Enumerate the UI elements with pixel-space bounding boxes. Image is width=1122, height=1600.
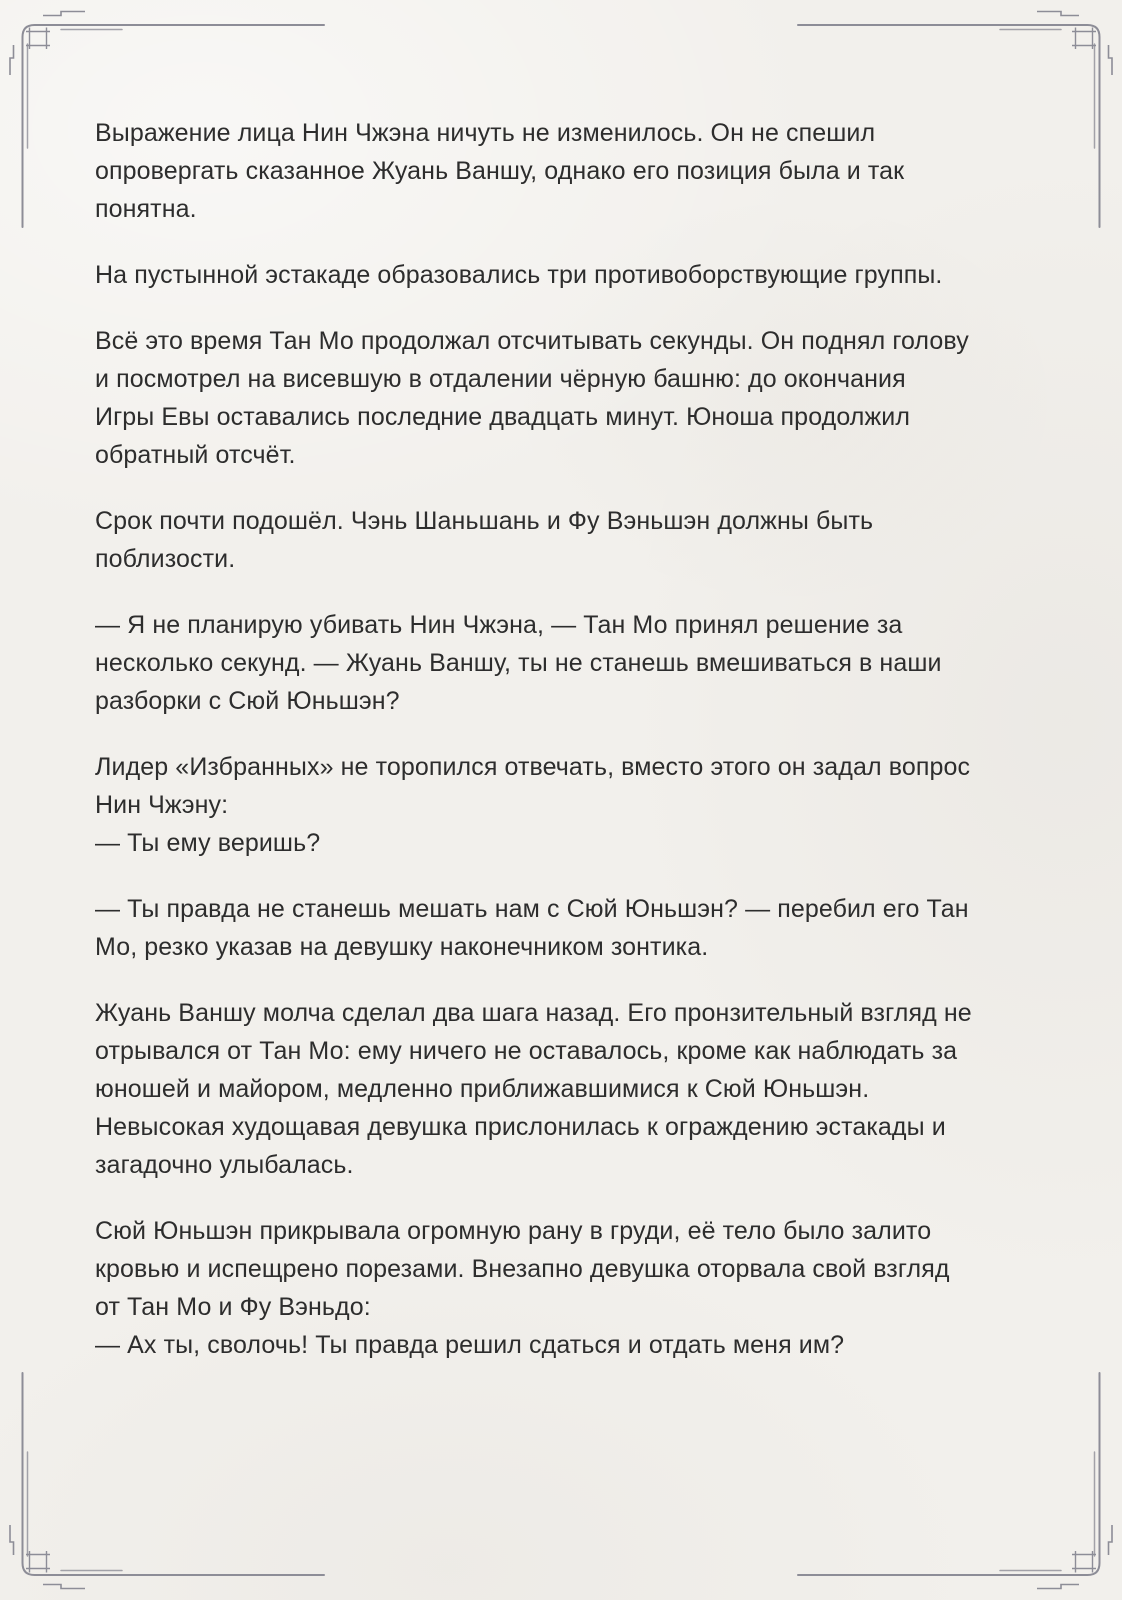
paragraph-9 [95,1212,1035,1364]
text-line: юношей и майором, медленно приближавшимися к Сюй Юньшэн. [95,1075,870,1103]
paragraph-6 [95,748,1035,862]
text-line: — Ты ему веришь? [95,829,321,857]
paragraph-2 [95,256,1035,294]
text-line: Жуань Ваншу молча сделал два шага назад. Его пронзительный взгляд не [95,999,972,1027]
text-line: Срок почти подошёл. Чэнь Шаньшань и Фу Вэньшэн должны быть [95,507,874,535]
text-line: от Тан Мо и Фу Вэньдо: [95,1293,371,1321]
page-text [95,114,1035,1392]
text-line: Выражение лица Нин Чжэна ничуть не изменилось. Он не спешил [95,119,876,147]
text-line: разборки с Сюй Юньшэн? [95,687,400,715]
text-line: — Я не планирую убивать Нин Чжэна, — Тан Мо принял решение за [95,611,903,639]
text-line: Мо, резко указав на девушку наконечником зонтика. [95,933,709,961]
text-line: и посмотрел на висевшую в отдалении чёрную башню: до окончания [95,365,906,393]
text-line: На пустынной эстакаде образовались три противоборствующие группы. [95,261,943,289]
paragraph-1 [95,114,1035,228]
paragraph-5 [95,606,1035,720]
paragraph-3 [95,322,1035,474]
text-line: отрывался от Тан Мо: ему ничего не оставалось, кроме как наблюдать за [95,1037,958,1065]
text-line: поблизости. [95,545,236,573]
text-line: — Ах ты, сволочь! Ты правда решил сдаться и отдать меня им? [95,1331,845,1359]
text-line: Игры Евы оставались последние двадцать минут. Юноша продолжил [95,403,911,431]
text-line: — Ты правда не станешь мешать нам с Сюй Юньшэн? — перебил его Тан [95,895,969,923]
text-line: Невысокая худощавая девушка прислонилась к ограждению эстакады и [95,1113,946,1141]
text-line: опровергать сказанное Жуань Ваншу, однако его позиция была и так [95,157,905,185]
text-line: Лидер «Избранных» не торопился отвечать, вместо этого он задал вопрос [95,753,971,781]
paragraph-7 [95,890,1035,966]
text-line: Сюй Юньшэн прикрывала огромную рану в груди, её тело было залито [95,1217,932,1245]
text-line: загадочно улыбалась. [95,1151,354,1179]
text-line: обратный отсчёт. [95,441,296,469]
corner-ornament-bottom-left [0,1360,340,1600]
text-line: кровью и испещрено порезами. Внезапно девушка оторвала свой взгляд [95,1255,950,1283]
text-line: несколько секунд. — Жуань Ваншу, ты не станешь вмешиваться в наши [95,649,942,677]
paragraph-8 [95,994,1035,1184]
text-line: Всё это время Тан Мо продолжал отсчитывать секунды. Он поднял голову [95,327,969,355]
corner-ornament-bottom-right [782,1360,1122,1600]
text-line: Нин Чжэну: [95,791,229,819]
text-line: понятна. [95,195,197,223]
paragraph-4 [95,502,1035,578]
